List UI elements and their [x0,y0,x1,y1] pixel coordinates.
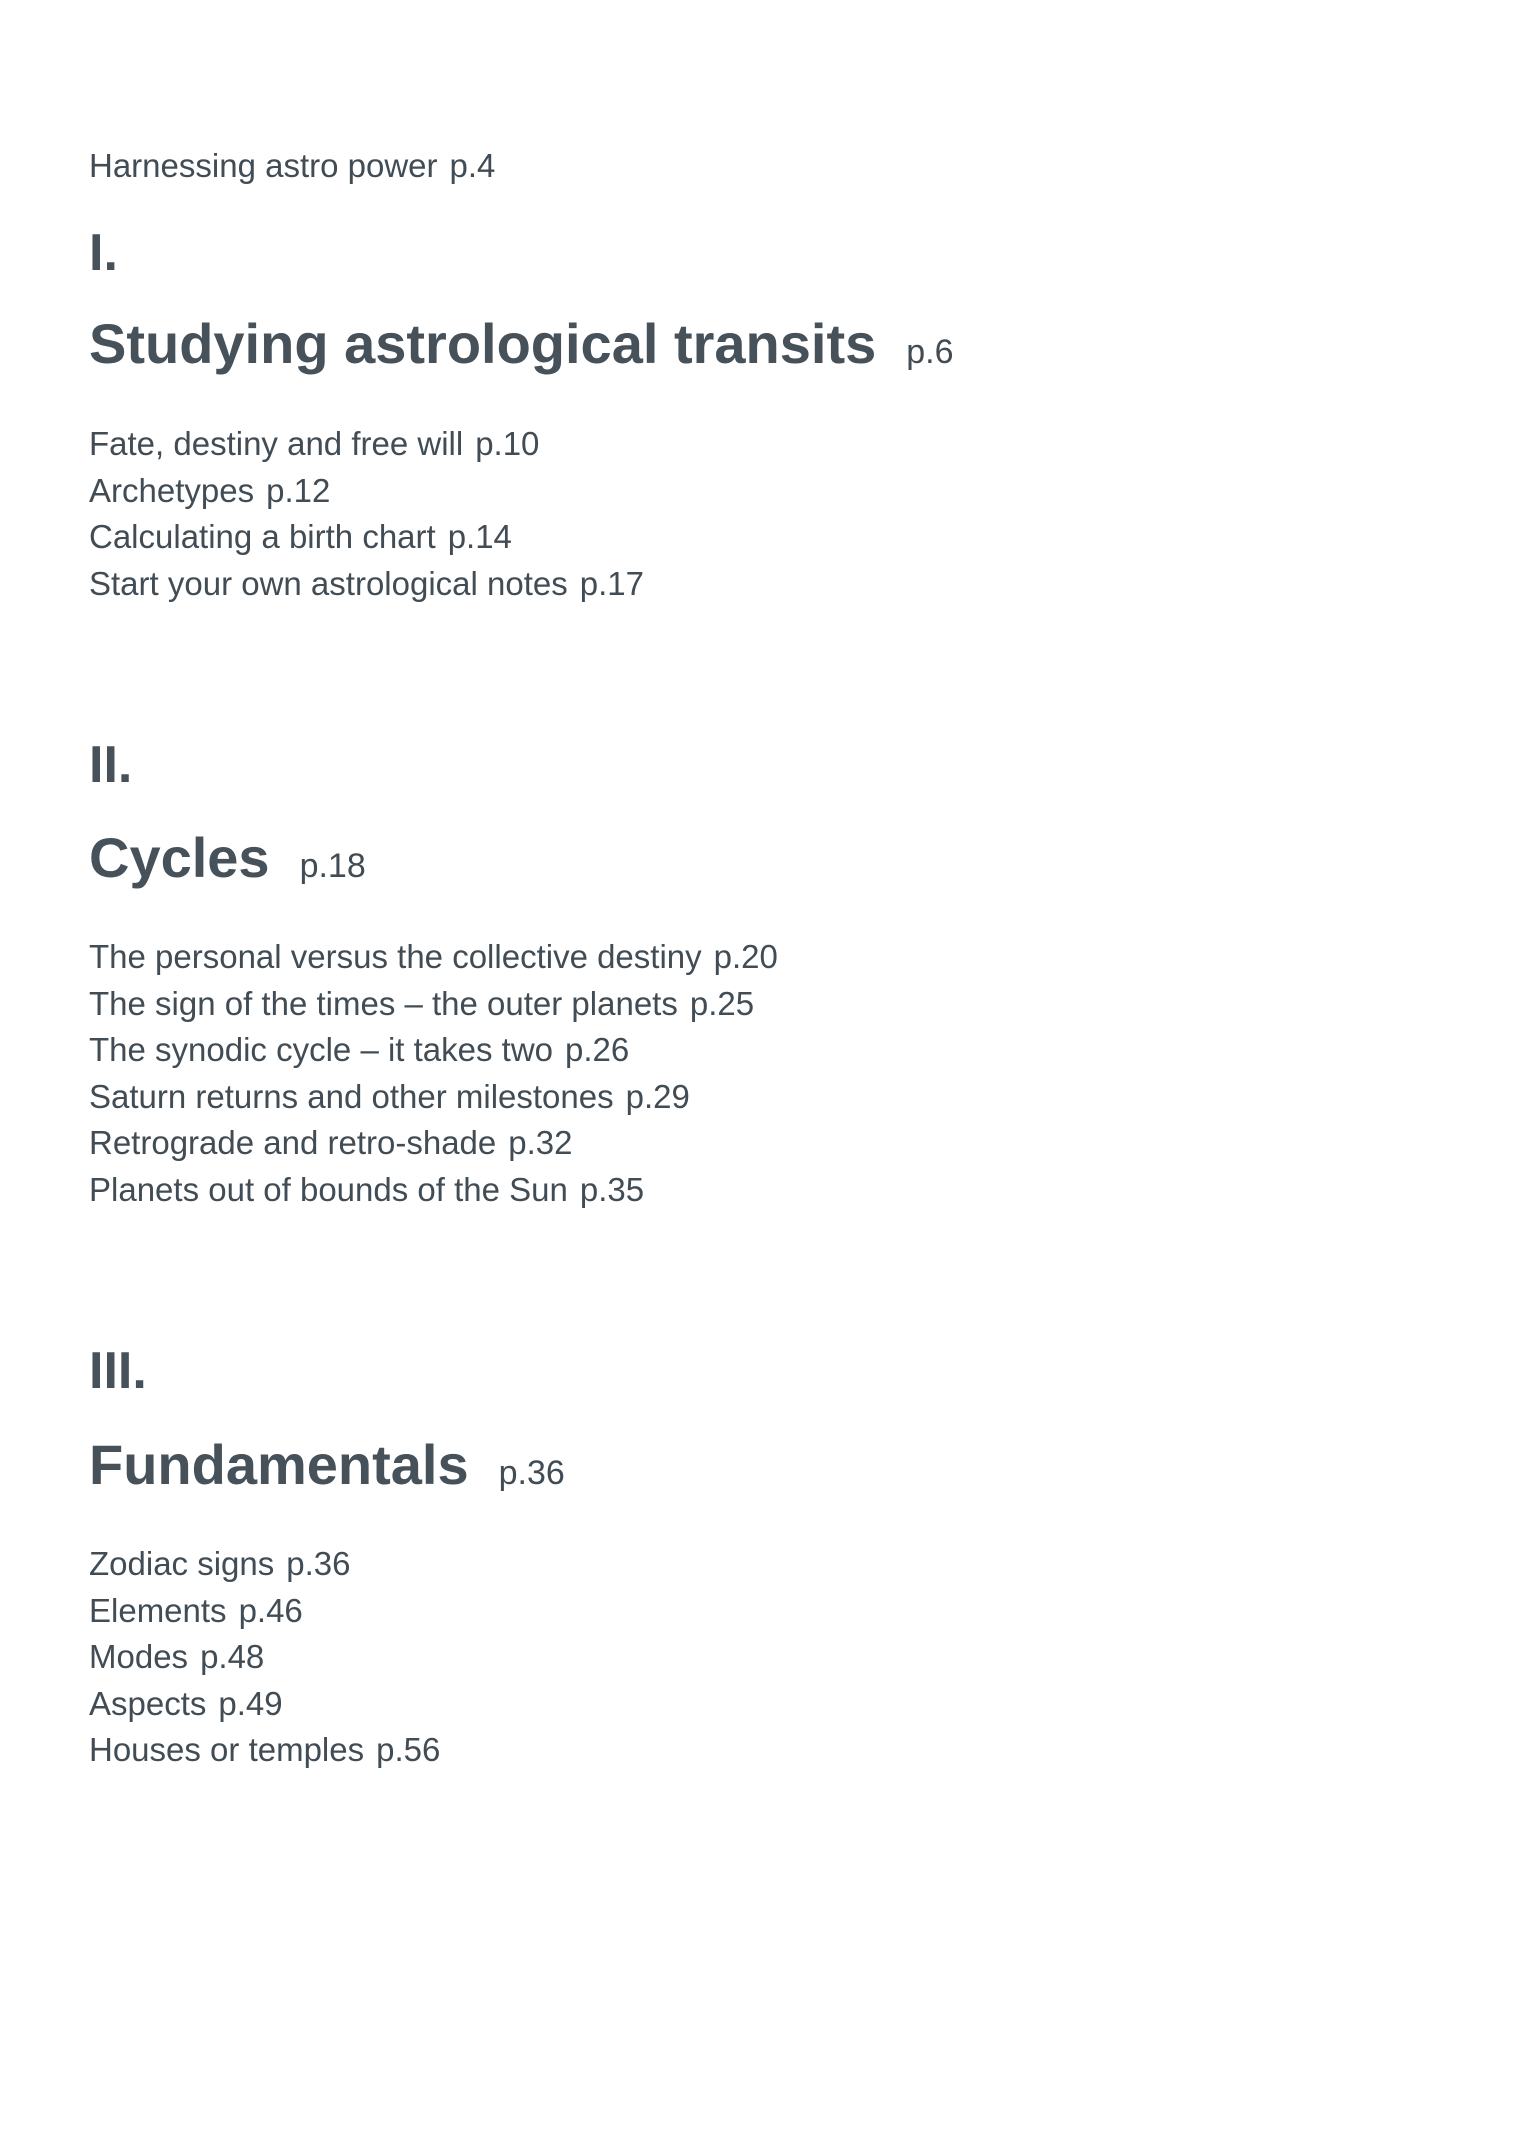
section-title: Studying astrological transits [89,312,877,375]
entry-page: p.4 [449,147,496,184]
toc-item[interactable] [89,468,644,515]
toc-item[interactable] [89,514,644,561]
section-page: p.36 [498,1454,565,1492]
toc-item[interactable] [89,1681,440,1728]
item-title: The synodic cycle – it takes two [89,1031,554,1068]
item-page: p.25 [689,984,755,1022]
item-title: Houses or temples [89,1731,365,1768]
item-page: p.12 [266,471,331,509]
item-title: The sign of the times – the outer planets [89,984,678,1022]
item-title: Calculating a birth chart [89,518,436,555]
item-page: p.10 [475,425,540,462]
item-title: Elements [89,1591,227,1629]
toc-item[interactable] [89,1027,778,1074]
item-page: p.49 [218,1684,283,1722]
item-title: Aspects [89,1684,207,1722]
toc-item[interactable] [89,421,644,468]
item-title: The personal versus the collective destiny [89,938,702,975]
entry-title: Harnessing astro power [89,147,438,184]
toc-item[interactable] [89,981,778,1028]
section-title: Cycles [89,826,270,889]
toc-item[interactable] [89,561,644,608]
item-page: p.48 [200,1638,265,1675]
item-title: Start your own astrological notes [89,564,568,602]
section-3-items [89,1541,440,1774]
section-page: p.6 [906,333,954,371]
item-page: p.32 [508,1124,573,1161]
section-3-heading[interactable] [89,1433,565,1512]
section-2-heading[interactable] [89,826,366,905]
item-page: p.36 [286,1545,351,1582]
item-title: Saturn returns and other milestones [89,1077,614,1115]
item-title: Modes [89,1638,189,1675]
item-page: p.17 [579,564,644,602]
item-title: Zodiac signs [89,1545,275,1582]
toc-item[interactable] [89,1588,440,1635]
section-2-items [89,934,778,1213]
item-title: Fate, destiny and free will [89,425,464,462]
section-1-numeral: I. [89,224,118,282]
item-page: p.26 [565,1031,630,1068]
item-page: p.20 [713,938,778,975]
toc-intro-entry[interactable] [89,143,495,189]
section-1-heading[interactable] [89,312,954,391]
toc-item[interactable] [89,1727,440,1774]
section-title: Fundamentals [89,1433,469,1496]
section-1-items [89,421,644,607]
toc-item[interactable] [89,1120,778,1167]
item-page: p.35 [579,1170,645,1208]
toc-item[interactable] [89,1167,778,1214]
toc-item[interactable] [89,1074,778,1121]
section-2-numeral: II. [89,736,133,794]
item-page: p.29 [625,1077,690,1115]
section-page: p.18 [299,847,366,885]
item-title: Archetypes [89,471,255,509]
item-page: p.46 [238,1591,303,1629]
item-title: Retrograde and retro-shade [89,1124,497,1161]
item-page: p.14 [447,518,512,555]
item-title: Planets out of bounds of the Sun [89,1170,568,1208]
item-page: p.56 [376,1731,441,1768]
section-3-numeral: III. [89,1342,147,1400]
toc-item[interactable] [89,934,778,981]
toc-item[interactable] [89,1541,440,1588]
toc-item[interactable] [89,1634,440,1681]
